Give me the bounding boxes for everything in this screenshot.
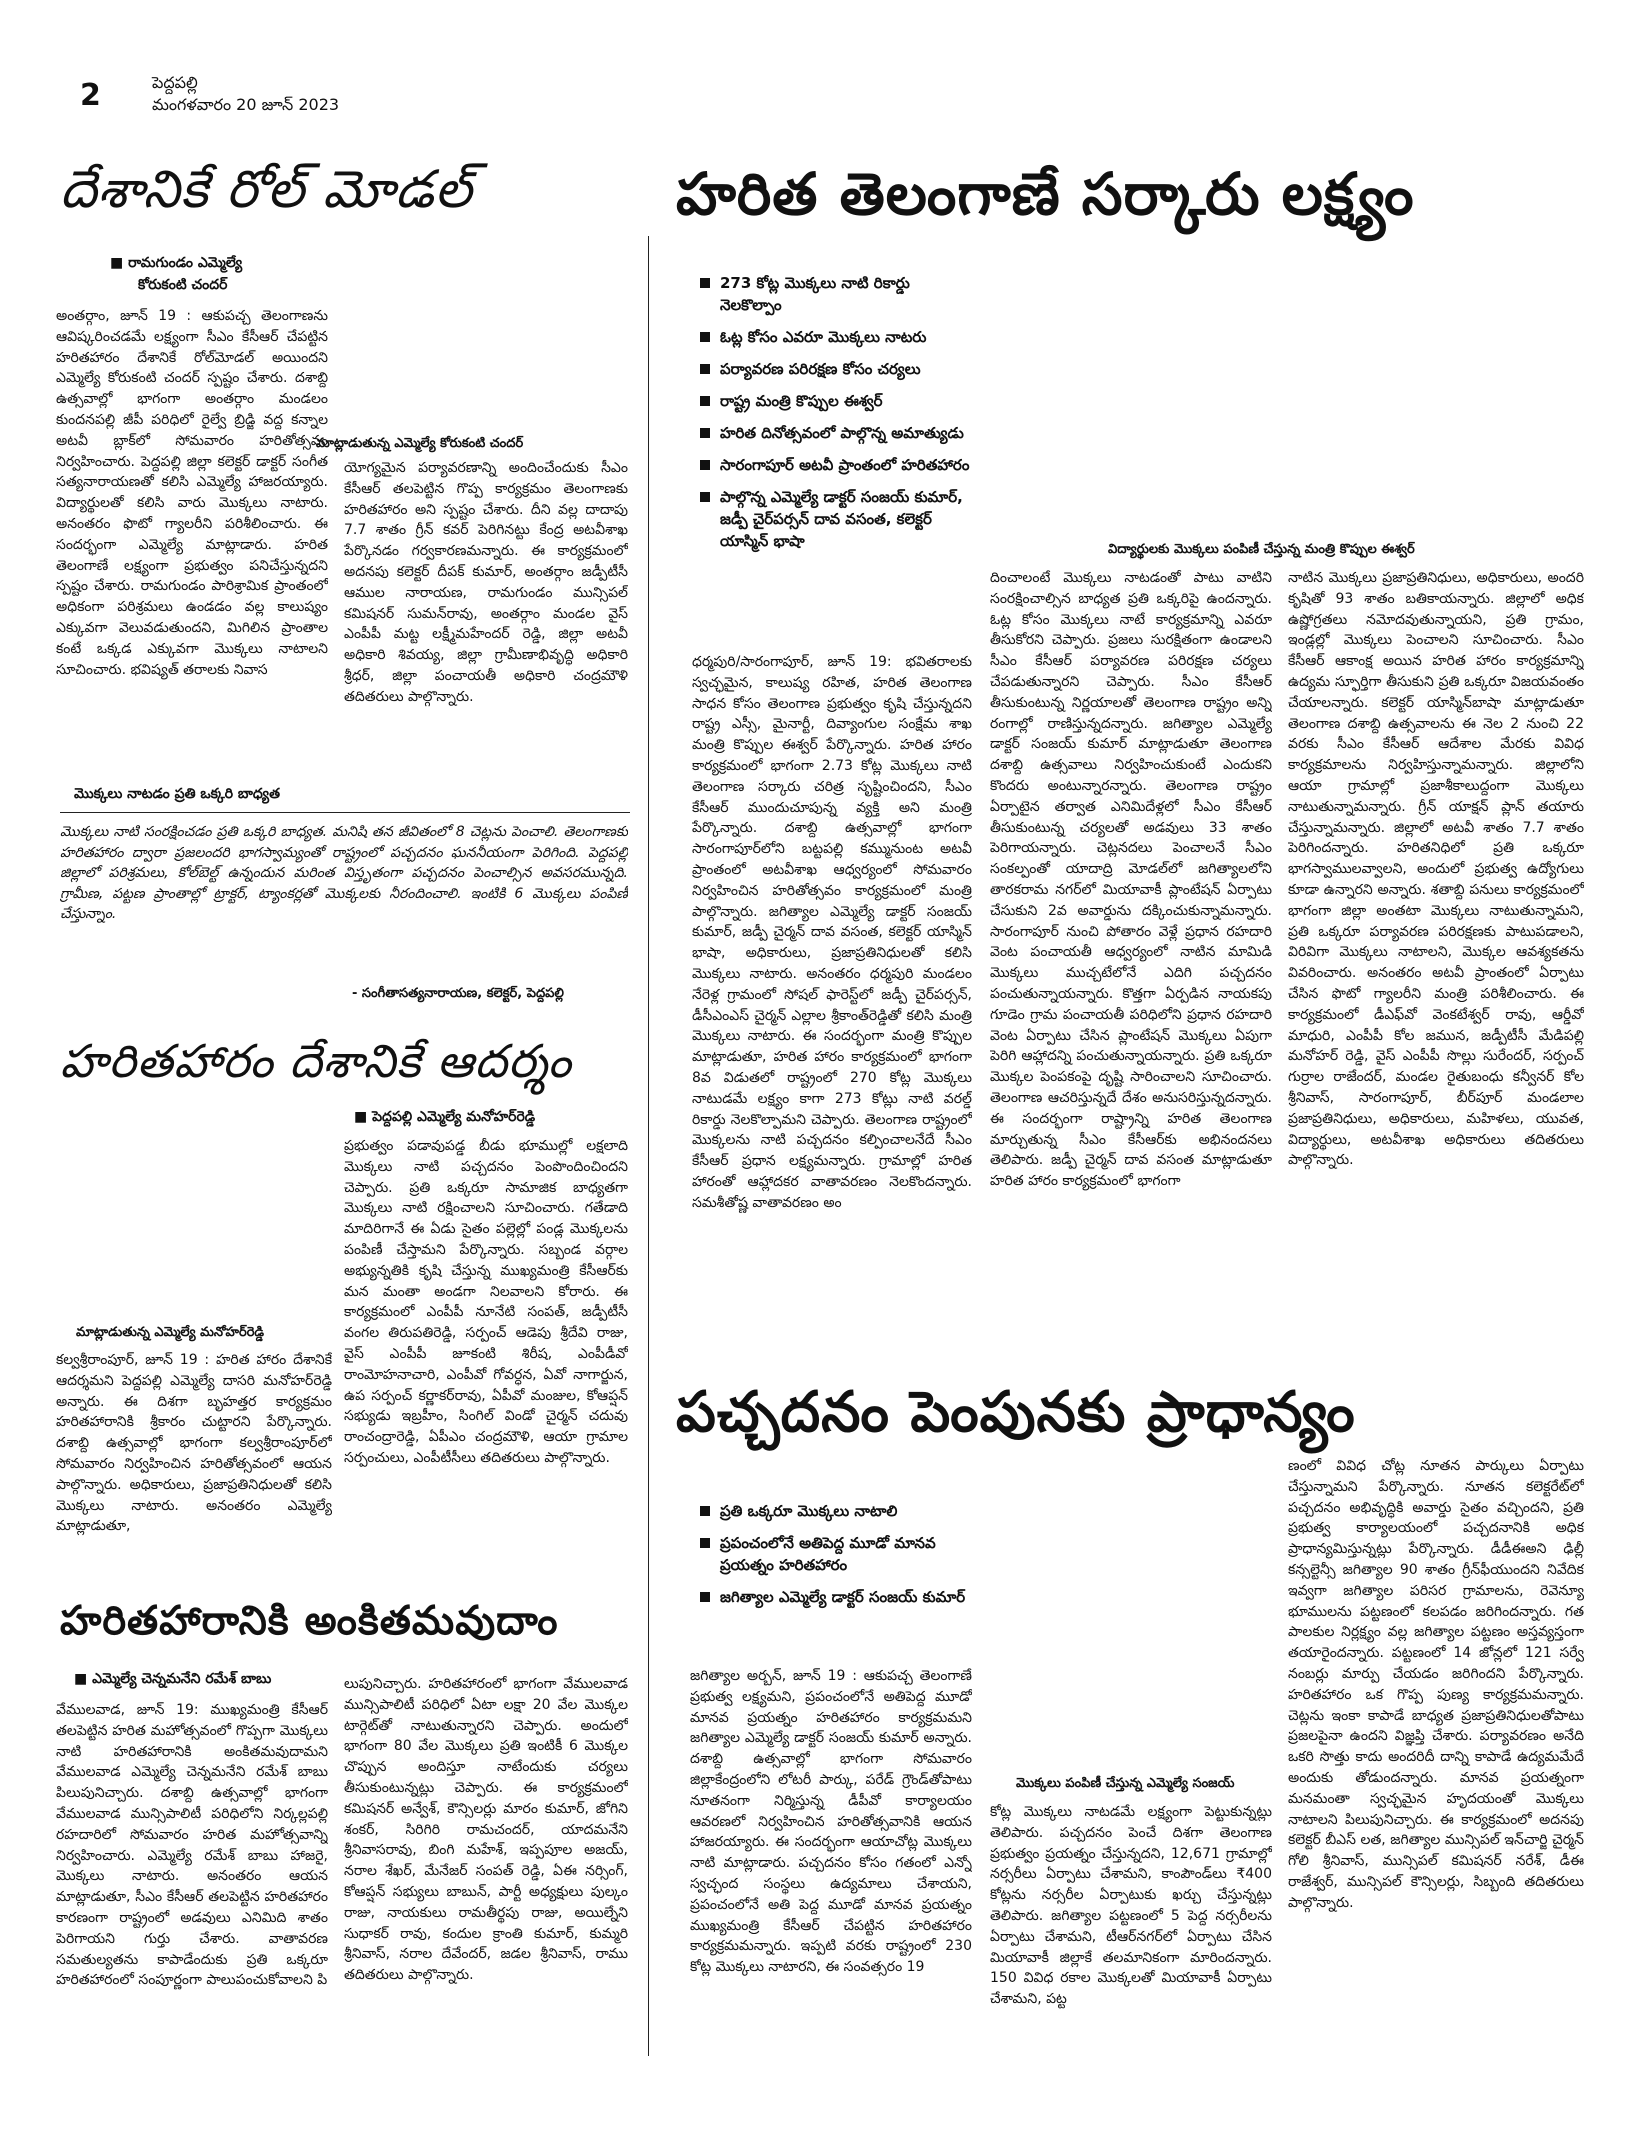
story4-bullet [700,272,970,316]
column-divider-left [648,236,649,2056]
edition-name: పెద్దపల్లి [152,73,198,92]
story4-bullet-text: హరిత దినోత్సవంలో పాల్గొన్న అమాత్యుడు [720,424,964,442]
story2-byline: ■ పెద్దపల్లి ఎమ్మెల్యే మనోహర్‌రెడ్డి [354,1109,536,1125]
story1-byline-line2: కోరుకంటి చందర్ [138,277,228,293]
story3-byline: ■ ఎమ్మెల్యే చెన్నమనేని రమేశ్ బాబు [74,1671,272,1687]
story4-bullet-text: పాల్గొన్న ఎమ్మెల్యే డాక్టర్ సంజయ్ కుమార్, జడ్పీ చైర్‌పర్సన్ దావ వసంత, కలెక్టర్ యాస్మిన్ భాషా [720,488,963,550]
story4-photo-caption: విద్యార్థులకు మొక్కలు పంపిణీ చేస్తున్న మంత్రి కొప్పుల ఈశ్వర్ [1108,542,1415,557]
story4-bullet [700,422,970,444]
story5-bullet [700,1500,980,1522]
story4-bullet [700,486,970,552]
story4-bullet-text: సారంగాపూర్ అటవీ ప్రాంతంలో హరితహారం [720,456,970,474]
story5-bullet-text: ప్రపంచంలోనే అతిపెద్ద మూడో మానవ ప్రయత్నం హరితహారం [720,1534,936,1574]
edition-date: మంగళవారం 20 జూన్ 2023 [152,95,340,114]
story1-headline: దేశానికే రోల్ మోడల్ [60,160,473,220]
story2-body-left: కల్వశ్రీరాంపూర్, జూన్ 19 : హరిత హారం దేశానికే ఆదర్శమని పెద్దపల్లి ఎమ్మెల్యే దాసరి మనోహర్‌రెడ్డి అన్నారు. ఈ దిశగా బృహత్తర కార్యక్రమం హరితహారానికి శ్రీకారం చుట్టారని పేర్కొన్నారు. దశాబ్ది ఉత్సవాల్లో భాగంగా కల్వశ్రీరాంపూర్‌లో సోమవారం నిర్వహించిన హరితోత్సవంలో ఆయన పాల్గొన్నారు. అధికారులు, ప్రజాప్రతినిధులతో కలిసి మొక్కలు నాటారు. అనంతరం ఎమ్మెల్యే మాట్లాడుతూ, [56,1352,332,1535]
bullet-square-icon [700,1506,710,1516]
box-title: మొక్కలు నాటడం ప్రతి ఒక్కరి బాధ్యత [74,786,280,802]
story5-photo-caption: మొక్కలు పంపిణీ చేస్తున్న ఎమ్మెల్యే సంజయ్ [1016,1776,1235,1791]
story1-byline [110,252,390,296]
bullet-square-icon [700,492,710,502]
story4-headline: హరిత తెలంగాణే సర్కారు లక్ష్యం [676,160,1415,228]
story2-body-right: ప్రభుత్వం పడావుపడ్డ బీడు భూముల్లో లక్షలాది మొక్కలు నాటి పచ్చదనం పెంపొందించిందని చెప్పారు. ప్రతి ఒక్కరూ సామాజిక బాధ్యతగా మొక్కలు నాటి రక్షించాలని సూచించారు. గతేడాది మాదిరిగానే ఈ ఏడు సైతం పల్లెల్లో పండ్ల మొక్కలను పంపిణీ చేస్తామని పేర్కొన్నారు. సబ్బండ వర్గాల అభ్యున్నతికి కృషి చేస్తున్న ముఖ్యమంత్రి కేసీఆర్‌కు మన మంతా అండగా నిలవాలని కోరారు. ఈ కార్యక్రమంలో ఎంపీపీ నూనేటి సంపత్, జడ్పీటీసీ వంగల తిరుపతిరెడ్డి, సర్పంచ్ ఆడెపు శ్రీదేవి రాజు, వైస్ ఎంపీపీ జూకంటి శిరీష, ఎంపీడీవో రాంమోహనాచారి, ఎంపీవో గోవర్ధన, ఏవో నాగార్జున, ఉప సర్పంచ్ కర్ణాకర్‌రావు, ఏపీవో మంజుల, కోఆప్షన్ సభ్యుడు ఇబ్రహీం, సింగిల్ విండో చైర్మన్ చదువు రాంచంద్రారెడ్డి, ఏపీఎం చంద్రమౌళి, ఆయా గ్రామాల సర్పంచులు, ఎంపీటీసీలు తదితరులు పాల్గొన్నారు. [344,1138,628,1466]
story4-bullet [700,326,970,348]
story4-bullet-text: రాష్ట్ర మంత్రి కొప్పుల ఈశ్వర్ [720,392,883,410]
story4-bullet [700,390,970,412]
story3-body-right: లుపునిచ్చారు. హరితహారంలో భాగంగా వేములవాడ మున్సిపాలిటీ పరిధిలో ఏటా లక్షా 20 వేల మొక్కల టార్గెట్‌తో నాటుతున్నారని చెప్పారు. అందులో భాగంగా 80 వేల మొక్కలు ప్రతి ఇంటికీ 6 మొక్కల చొప్పున అందిస్తూ నాటేందుకు చర్యలు తీసుకుంటున్నట్లు చెప్పారు. ఈ కార్యక్రమంలో కమిషనర్ అన్వేశ్, కౌన్సిలర్లు మారం కుమార్, జోగిని శంకర్, సిరిగిరి రామచందర్, యాదమనేని శ్రీనివాసరావు, బింగి మహేశ్, ఇప్పపూల అజయ్, నరాల శేఖర్, మేనేజర్ సంపత్ రెడ్డి, ఏఈ నర్సింగ్, కోఆప్షన్ సభ్యులు బాబున్, పార్టీ అధ్యక్షులు పుల్కం రాజు, నాయకులు రామతీర్థపు రాజు, అయిల్నేని సుధాకర్ రావు, కందుల క్రాంతి కుమార్, కుమ్మరి శ్రీనివాస్, నరాల దేవేందర్, జడల శ్రీనివాస్, రాము తదితరులు పాల్గొన్నారు. [344,1676,628,1984]
story5-body-col3: ణంలో వివిధ చోట్ల నూతన పార్కులు ఏర్పాటు చేస్తున్నామని పేర్కొన్నారు. నూతన కలెక్టరేట్‌లో పచ్చదనం అభివృద్ధికి అవార్డు సైతం వచ్చిందని, ప్రతి ప్రభుత్వ కార్యాలయంలో పచ్చదనానికి అధిక ప్రాధాన్యమిస్తున్నట్లు పేర్కొన్నారు. డీడీఈఅని ఢిల్లీ కన్సల్టెన్సీ జగిత్యాల 90 శాతం గ్రీన్‌ఫీయుందని నివేదిక ఇవ్వగా జగిత్యాల పరిసర గ్రామాలను, రెవెన్యూ భూములను పట్టణంలో కలపడం జరిగిందన్నారు. గత పాలకుల నిర్లక్ష్యం వల్ల జగిత్యాల పట్టణం అస్తవ్యస్తంగా తయారైందన్నారు. పట్టణంలో 14 జోన్లలో 121 సర్వే నంబర్లు మార్పు చేయడం జరిగిందని పేర్కొన్నారు. హరితహారం ఒక గొప్ప పుణ్య కార్యక్రమమన్నారు. చెట్లను ఇంకా కాపాడే బాధ్యత ప్రజాప్రతినిధులతోపాటు ప్రజలపైనా ఉందని విజ్ఞప్తి చేశారు. పర్యావరణం అనేది ఒకరి సొత్తు కాదు అందరిదీ దాన్ని కాపాడే ఉద్యమమేదే అందుకు తోడుందన్నారు. మానవ ప్రయత్నంగా మనమంతా స్వచ్ఛమైన హృదయంతో మొక్కలు నాటాలని పిలుపునిచ్చారు. ఈ కార్యక్రమంలో అదనపు కలెక్టర్ బీఎస్ లత, జగిత్యాల మున్సిపల్ ఇన్‌చార్జి చైర్మన్ గోలి శ్రీనివాస్, మున్సిపల్ కమిషనర్ నరేశ్, డీఈ రాజేశ్వర్, మున్సిపల్ కౌన్సిలర్లు, సిబ్బంది తదితరులు పాల్గొన్నారు. [1288,1458,1584,1911]
story1-body-left: అంతర్గాం, జూన్ 19 : ఆకుపచ్చ తెలంగాణను ఆవిష్కరించడమే లక్ష్యంగా సీఎం కేసీఆర్ చేపట్టిన హరితహారం దేశానికే రోల్‌మోడల్ అయిందని ఎమ్మెల్యే కోరుకంటి చందర్ స్పష్టం చేశారు. దశాబ్ది ఉత్సవాల్లో భాగంగా అంతర్గాం మండలం కుందనపల్లి జీపీ పరిధిలో రైల్వే బ్రిడ్జి వద్ద కన్నాల అటవీ బ్లాక్‌లో సోమవారం హరితోత్సవం నిర్వహించారు. పెద్దపల్లి జిల్లా కలెక్టర్ డాక్టర్ సంగీత సత్యనారాయణతో కలిసి ఎమ్మెల్యే హాజరయ్యారు. విద్యార్థులతో కలిసి వారు మొక్కలు నాటారు. అనంతరం ఫొటో గ్యాలరీని పరిశీలించారు. ఈ సందర్భంగా ఎమ్మెల్యే మాట్లాడారు. హరిత తెలంగాణే లక్ష్యంగా ప్రభుత్వం పనిచేస్తున్నదని స్పష్టం చేశారు. రామగుండం పారిశ్రామిక ప్రాంతంలో అధికంగా పరిశ్రమలు ఉండడం వల్ల కాలుష్యం ఎక్కువగా వెలువడుతుందని, మిగిలిన ప్రాంతాల కంటే ఒక్కడ ఎక్కువగా మొక్కలు నాటాలని సూచించారు. భవిష్యత్ తరాలకు నివాస [56,308,328,678]
story5-headline: పచ్చదనం పెంపునకు ప్రాధాన్యం [676,1380,1356,1445]
bullet-square-icon [700,332,710,342]
story5-bullet [700,1532,980,1576]
story4-bullet-text: పర్యావరణ పరిరక్షణ కోసం చర్యలు [720,360,921,378]
box-attribution: - సంగీతాసత్యనారాయణ, కలెక్టర్, పెద్దపల్లి [352,986,632,1004]
edition-info [152,72,339,116]
story4-bullets [700,272,970,562]
page-number: 2 [80,78,101,113]
bullet-square-icon [700,1592,710,1602]
box-body: మొక్కలు నాటి సంరక్షించడం ప్రతి ఒక్కరి బాధ్యత. మనిషి తన జీవితంలో 8 చెట్లను పెంచాలి. తెలంగాణకు హరితహారం ద్వారా ప్రజలందరి భాగస్వామ్యంతో రాష్ట్రంలో పచ్చదనం ఘననీయంగా పెరిగింది. పెద్దపల్లి జిల్లాలో పరిశ్రమలు, కోల్‌బెల్ట్ ఉన్నందున మరింత విస్తృతంగా పచ్చదనం పెంచాల్సిన అవసరమున్నది. గ్రామీణ, పట్టణ ప్రాంతాల్లో ట్రాక్టర్, ట్యాంకర్లతో మొక్కలకు నీరందించాలి. ఇంటికి 6 మొక్కలు పంపిణీ చేస్తున్నాం. [60,824,628,923]
story3-headline: హరితహారానికి అంకితమవుదాం [60,1598,559,1644]
story5-body-col1: జగిత్యాల అర్బన్, జూన్ 19 : ఆకుపచ్చ తెలంగాణే ప్రభుత్వ లక్ష్యమని, ప్రపంచంలోనే అతిపెద్ద మూడో మానవ ప్రయత్నం హరితహారం కార్యక్రమమని జగిత్యాల ఎమ్మెల్యే డాక్టర్ సంజయ్ కుమార్ అన్నారు. దశాబ్ది ఉత్సవాల్లో భాగంగా సోమవారం జిల్లాకేంద్రంలోని లోటరీ పార్కు, పరేడ్ గ్రౌండ్‌తోపాటు నూతనంగా నిర్మిస్తున్న డీపీవో కార్యాలయం ఆవరణలో నిర్వహించిన హరితోత్సవానికి ఆయన హాజరయ్యారు. ఈ సందర్భంగా ఆయాచోట్ల మొక్కలు నాటి మాట్లాడారు. పచ్చదనం కోసం గతంలో ఎన్నో స్వచ్ఛంద సంస్థలు ఉద్యమాలు చేశాయని, ప్రపంచంలోనే అతి పెద్ద మూడో మానవ ప్రయత్నం ముఖ్యమంత్రి కేసీఆర్ చేపట్టిన హరితహారం కార్యక్రమమన్నారు. ఇప్పటి వరకు రాష్ట్రంలో 230 కోట్ల మొక్కలు నాటారని, ఈ సంవత్సరం 19 [690,1668,972,1976]
story1-photo-caption: మాట్లాడుతున్న ఎమ్మెల్యే కోరుకంటి చందర్ [316,436,524,451]
bullet-square-icon [700,1538,710,1548]
story5-bullet-text: ప్రతి ఒక్కరూ మొక్కలు నాటాలి [720,1502,898,1520]
story4-body-col3: నాటిన మొక్కలు ప్రజాప్రతినిధులు, అధికారులు, అందరి కృషితో 93 శాతం బతికాయన్నారు. జిల్లాలో అధిక ఉష్ణోగ్రతలు నమోదవుతున్నాయని, ప్రతి గ్రామం, ఇండ్లల్లో మొక్కలు పెంచాలని సూచించారు. సీఎం కేసీఆర్ ఆకాంక్ష అయిన హరిత హారం కార్యక్రమాన్ని ఉద్యమ స్ఫూర్తిగా తీసుకుని ప్రతి ఒక్కరూ విజయవంతం చేయాలన్నారు. కలెక్టర్ యాస్మిన్‌బాషా మాట్లాడుతూ తెలంగాణ దశాబ్ది ఉత్సవాలను ఈ నెల 2 నుంచి 22 వరకు సీఎం కేసీఆర్ ఆదేశాల మేరకు వివిధ కార్యక్రమాలను నిర్వహిస్తున్నామన్నారు. జిల్లాలోని ఆయా గ్రామాల్లో ప్రజాశీకాలుద్దంగా మొక్కలు నాటుతున్నామన్నారు. గ్రీన్ యాక్షన్ ప్లాన్ తయారు చేస్తున్నామన్నారు. జిల్లాలో అటవీ శాతం 7.7 శాతం పెరిగిందన్నారు. హరితనిధిలో ప్రతి ఒక్కరూ భాగస్వాములవ్వాలని, అందులో ప్రభుత్వ ఉద్యోగులు కూడా ఉన్నారని అన్నారు. శతాబ్ది పనులు కార్యక్రమంలో భాగంగా జిల్లా అంతటా మొక్కలు నాటుతున్నామని, ప్రతి ఒక్కరూ పర్యావరణ పరిరక్షణకు పాటుపడాలని, విరివిగా మొక్కలు నాటాలని, మొక్కల ఆవశ్యకతను వివరించారు. అనంతరం అటవీ ప్రాంతంలో ఏర్పాటు చేసిన ఫొటో గ్యాలరీని మంత్రి పరిశీలించారు. ఈ కార్యక్రమంలో డీఎఫ్‌వో వెంకటేశ్వర్ రావు, ఆర్డీవో మాధురి, ఎంపీపీ కోల జమున, జడ్పీటీసీ మేడిపల్లి మనోహర్ రెడ్డి, వైస్ ఎంపీపీ సొల్లు సురేందర్, సర్పంచ్ గుర్రాల రాజేందర్, మండల రైతుబంధు కన్వీనర్ కోల శ్రీనివాస్, సారంగాపూర్, బీర్‌పూర్ మండలాల ప్రజాప్రతినిధులు, అధికారులు, మహిళలు, యువత, విద్యార్థులు, అటవీశాఖ అధికారులు తదితరులు పాల్గొన్నారు. [1288,570,1584,1169]
story1-body-right: యోగ్యమైన పర్యావరణాన్ని అందించేందుకు సీఎం కేసీఆర్ తలపెట్టిన గొప్ప కార్యక్రమం తెలంగాణకు హరితహారం అని స్పష్టం చేశారు. దీని వల్ల దాదాపు 7.7 శాతం గ్రీన్ కవర్ పెరిగినట్టు కేంద్ర అటవీశాఖ పేర్కొనడం గర్వకారణమన్నారు. ఈ కార్యక్రమంలో అదనపు కలెక్టర్ దీపక్ కుమార్, అంతర్గాం జడ్పీటీసీ ఆముల నారాయణ, రామగుండం మున్సిపల్ కమిషనర్ సుమన్‌రావు, అంతర్గాం మండల వైస్ ఎంపీపీ మట్ట లక్ష్మీమహేందర్ రెడ్డి, జిల్లా అటవీ అధికారి శివయ్య, జిల్లా గ్రామీణాభివృద్ధి అధికారి శ్రీధర్, జిల్లా పంచాయతీ అధికారి చంద్రమౌళి తదితరులు పాల్గొన్నారు. [344,460,628,705]
story5-bullets [700,1500,980,1618]
story4-bullet-text: 273 కోట్ల మొక్కలు నాటి రికార్డు నెలకొల్పాం [720,274,910,314]
story2-headline: హరితహారం దేశానికే ఆదర్శం [60,1034,572,1088]
bullet-square-icon [700,396,710,406]
story4-bullet-text: ఓట్ల కోసం ఎవరూ మొక్కలు నాటరు [720,328,927,346]
bullet-square-icon [700,364,710,374]
story2-photo-caption: మాట్లాడుతున్న ఎమ్మెల్యే మనోహర్‌రెడ్డి [76,1325,265,1340]
story5-bullet-text: జగిత్యాల ఎమ్మెల్యే డాక్టర్ సంజయ్ కుమార్ [720,1588,966,1606]
story4-body-col2: దించాలంటే మొక్కలు నాటడంతో పాటు వాటిని సంరక్షించాల్సిన బాధ్యత ప్రతి ఒక్కరిపై ఉందన్నారు. ఓట్ల కోసం మొక్కలు నాటే కార్యక్రమాన్ని ఎవరూ తీసుకోరని చెప్పారు. ప్రజలు సురక్షితంగా ఉండాలని సీఎం కేసీఆర్ పర్యావరణ పరిరక్షణ చర్యలు చేపడుతున్నారని చెప్పారు. సీఎం కేసీఆర్ తీసుకుంటున్న నిర్ణయాలతో తెలంగాణ రాష్ట్రం అన్ని రంగాల్లో రాణిస్తున్నదన్నారు. జగిత్యాల ఎమ్మెల్యే డాక్టర్ సంజయ్ కుమార్ మాట్లాడుతూ తెలంగాణ దశాబ్ది ఉత్సవాలు నిర్వహించుకుంటే ఎందుకని కొందరు అంటున్నారన్నారు. తెలంగాణ రాష్ట్రం ఏర్పాటైన తర్వాత ఎనిమిదేళ్లలో సీఎం కేసీఆర్ తీసుకుంటున్న చర్యలతో అడవులు 33 శాతం పెరిగాయన్నారు. చెట్లనదలు పెంచాలనే సీఎం సంకల్పంతో యాదాద్రి మోడల్‌లో జగిత్యాలలోని తారకరామ నగర్‌లో మియావాకీ ప్లాంటేషన్ ఏర్పాటు చేసుకుని 2వ అవార్డును దక్కించుకున్నామన్నారు. సారంగాపూర్ నుంచి పోతారం వెళ్లే ప్రధాన రహదారి వెంట పంచాయతీ ఆధ్వర్యంలో నాటిన మామిడి మొక్కలు ముచ్చటేలోనే ఎదిగి పచ్చదనం పంచుతున్నాయన్నారు. కొత్తగా ఏర్పడిన నాయకపు గూడెం గ్రామ పంచాయతీ పరిధిలోని ప్రధాన రహదారి వెంట ఏర్పాటు చేసిన ప్లాంటేషన్ మొక్కలు ఏపుగా పెరిగి ఆహ్లాదన్ని పంచుతున్నాయన్నారు. ప్రతి ఒక్కరూ మొక్కల పెంపకంపై దృష్టి సారించాలని సూచించారు. తెలంగాణ ఆచరిస్తున్నదే దేశం అనుసరిస్తున్నదన్నారు. ఈ సందర్భంగా రాష్ట్రాన్ని హరిత తెలంగాణ మార్చుతున్న సీఎం కేసీఆర్‌కు అభినందనలు తెలిపారు. జడ్పీ చైర్మన్ దావ వసంత మాట్లాడుతూ హరిత హారం కార్యక్రమంలో భాగంగా [990,570,1272,1190]
story1-byline-line1: ■ రామగుండం ఎమ్మెల్యే [110,255,243,271]
story5-bullet [700,1586,980,1608]
story4-bullet [700,358,970,380]
story4-body-col1: ధర్మపురి/సారంగాపూర్, జూన్ 19: భవితరాలకు స్వచ్ఛమైన, కాలుష్య రహిత, హరిత తెలంగాణ సాధన కోసం తెలంగాణ ప్రభుత్వం కృషి చేస్తున్నదని రాష్ట్ర ఎస్సీ, మైనార్టీ, దివ్యాంగుల సంక్షేమ శాఖ మంత్రి కొప్పుల ఈశ్వర్ పేర్కొన్నారు. హరిత హారం కార్యక్రమంలో భాగంగా 2.73 కోట్ల మొక్కలు నాటి తెలంగాణ సర్కారు చరిత్ర సృష్టించిందని, సీఎం కేసీఆర్ ముందుచూపున్న వ్యక్తి అని మంత్రి పేర్కొన్నారు. దశాబ్ది ఉత్సవాల్లో భాగంగా సారంగాపూర్‌లోని బట్టపల్లి కమ్మునుంట అటవీ ప్రాంతంలో అటవీశాఖ ఆధ్వర్యంలో సోమవారం నిర్వహించిన హరితోత్సవం కార్యక్రమంలో మంత్రి పాల్గొన్నారు. జగిత్యాల ఎమ్మెల్యే డాక్టర్ సంజయ్ కుమార్, జడ్పీ చైర్మన్ దావ వసంత, కలెక్టర్ యాస్మిన్ భాషా, అధికారులు, ప్రజాప్రతినిధులతో కలిసి మొక్కలు నాటారు. అనంతరం ధర్మపురి మండలం నేరెళ్ల గ్రామంలో సోషల్ ఫారెస్ట్‌లో జడ్పీ చైర్‌పర్సన్, డీసీఎంఎస్ చైర్మన్ ఎల్లాల శ్రీకాంత్‌రెడ్డితో కలిసి మంత్రి మొక్కలు నాటారు. ఈ సందర్భంగా మంత్రి కొప్పుల మాట్లాడుతూ, హరిత హారం కార్యక్రమంలో భాగంగా 8వ విడుతలో రాష్ట్రంలో 270 కోట్ల మొక్కలు నాటుడమే లక్ష్యం కాగా 273 కోట్లు నాటి వరల్డ్ రికార్డు నెలకొల్పామని చెప్పారు. తెలంగాణ రాష్ట్రంలో మొక్కలను నాటి పచ్చదనం కల్పించాలనేదే సీఎం కేసీఆర్ ప్రధాన లక్ష్యమన్నారు. గ్రామాల్లో హరిత హారంతో ఆహ్లాదకర వాతావరణం నెలకొందన్నారు. సమశీతోష్ణ వాతావరణం అం [692,654,972,1211]
story5-body-col2: కోట్ల మొక్కలు నాటడమే లక్ష్యంగా పెట్టుకున్నట్లు తెలిపారు. పచ్చదనం పెంచే దిశగా తెలంగాణ ప్రభుత్వం ప్రయత్నం చేస్తున్నదని, 12,671 గ్రామాల్లో నర్సరీలు ఏర్పాటు చేశామని, కాంపౌండ్‌లు ₹400 కోట్లను నర్సరీల ఏర్పాటుకు ఖర్చు చేస్తున్నట్లు తెలిపారు. జగిత్యాల పట్టణంలో 5 పెద్ద నర్సరీలను ఏర్పాటు చేశామని, టీఆర్‌నగర్‌లో ఏర్పాటు చేసిన మియావాకీ జిల్లాకే తలమానికంగా మారిందన్నారు. 150 వివిధ రకాల మొక్కలతో మియావాకీ ఏర్పాటు చేశామని, పట్ట [990,1804,1272,2008]
bullet-square-icon [700,428,710,438]
box-rule [60,812,630,813]
story4-bullet [700,454,970,476]
story3-body-left: వేములవాడ, జూన్ 19: ముఖ్యమంత్రి కేసీఆర్ తలపెట్టిన హరిత మహోత్సవంలో గొప్పగా మొక్కలు నాటి హరితహారానికి అంకితమవుదామని వేములవాడ ఎమ్మెల్యే చెన్నమనేని రమేశ్ బాబు పిలుపునిచ్చారు. దశాబ్ది ఉత్సవాల్లో భాగంగా వేములవాడ మున్సిపాలిటీ పరిధిలోని నిర్కల్లపల్లి రహదారిలో సోమవారం హరిత మహోత్సవాన్ని నిర్వహించారు. ఎమ్మెల్యే రమేశ్ బాబు హాజరై, మొక్కలు నాటారు. అనంతరం ఆయన మాట్లాడుతూ, సీఎం కేసీఆర్ తలపెట్టిన హరితహారం కారణంగా రాష్ట్రంలో అడవులు ఎనిమిది శాతం పెరిగాయని గుర్తు చేశారు. వాతావరణ సమతుల్యతను కాపాడేందుకు ప్రతి ఒక్కరూ హరితహారంలో సంపూర్ణంగా పాలుపంచుకోవాలని పి [56,1702,328,1989]
bullet-square-icon [700,460,710,470]
bullet-square-icon [700,278,710,288]
